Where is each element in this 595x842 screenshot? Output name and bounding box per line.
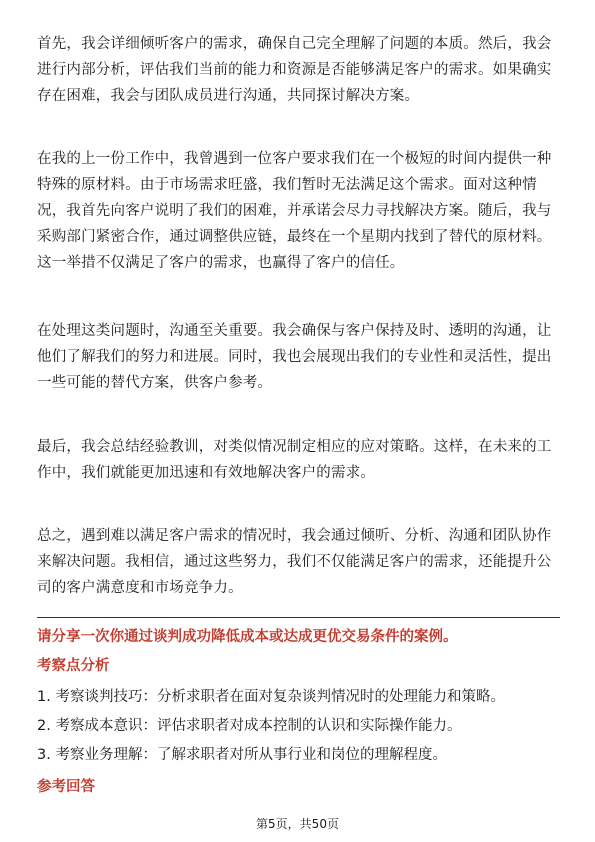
- analysis-heading: 考察点分析: [37, 658, 110, 674]
- body-paragraph: 总之，遇到难以满足客户需求的情况时，我会通过倾听、分析、沟通和团队协作来解决问题。我相信，通过这些努力，我们不仅能满足客户的需求，还能提升公司的客户满意度和市场竞争力。: [37, 528, 552, 596]
- section-divider: [37, 617, 560, 618]
- analysis-point: 2. 考察成本意识：评估求职者对成本控制的认识和实际操作能力。: [37, 718, 462, 734]
- body-paragraph: 在我的上一份工作中，我曾遇到一位客户要求我们在一个极短的时间内提供一种特殊的原材料。由于市场需求旺盛，我们暂时无法满足这个需求。面对这种情况，我首先向客户说明了我们的困难，并承诺会尽力寻找解决方案。随后，我与采购部门紧密合作，通过调整供应链，最终在一个星期内找到了替代的原材料。这一举措不仅满足了客户的需求，也赢得了客户的信任。: [37, 151, 552, 271]
- body-paragraph: 最后，我会总结经验教训，对类似情况制定相应的应对策略。这样，在未来的工作中，我们就能更加迅速和有效地解决客户的需求。: [37, 439, 552, 481]
- page-number: 第5页，共50页: [256, 817, 339, 831]
- body-paragraph: 在处理这类问题时，沟通至关重要。我会确保与客户保持及时、透明的沟通，让他们了解我们的努力和进展。同时，我也会展现出我们的专业性和灵活性，提出一些可能的替代方案，供客户参考。: [37, 323, 552, 391]
- analysis-point: 3. 考察业务理解：了解求职者对所从事行业和岗位的理解程度。: [37, 747, 447, 763]
- answer-heading: 参考回答: [37, 779, 95, 795]
- interview-question: 请分享一次你通过谈判成功降低成本或达成更优交易条件的案例。: [37, 629, 458, 645]
- analysis-list: [37, 683, 560, 770]
- body-paragraph: 首先，我会详细倾听客户的需求，确保自己完全理解了问题的本质。然后，我会进行内部分析，评估我们当前的能力和资源是否能够满足客户的需求。如果确实存在困难，我会与团队成员进行沟通，共同探讨解决方案。: [37, 36, 552, 104]
- analysis-point: 1. 考察谈判技巧：分析求职者在面对复杂谈判情况时的处理能力和策略。: [37, 689, 505, 705]
